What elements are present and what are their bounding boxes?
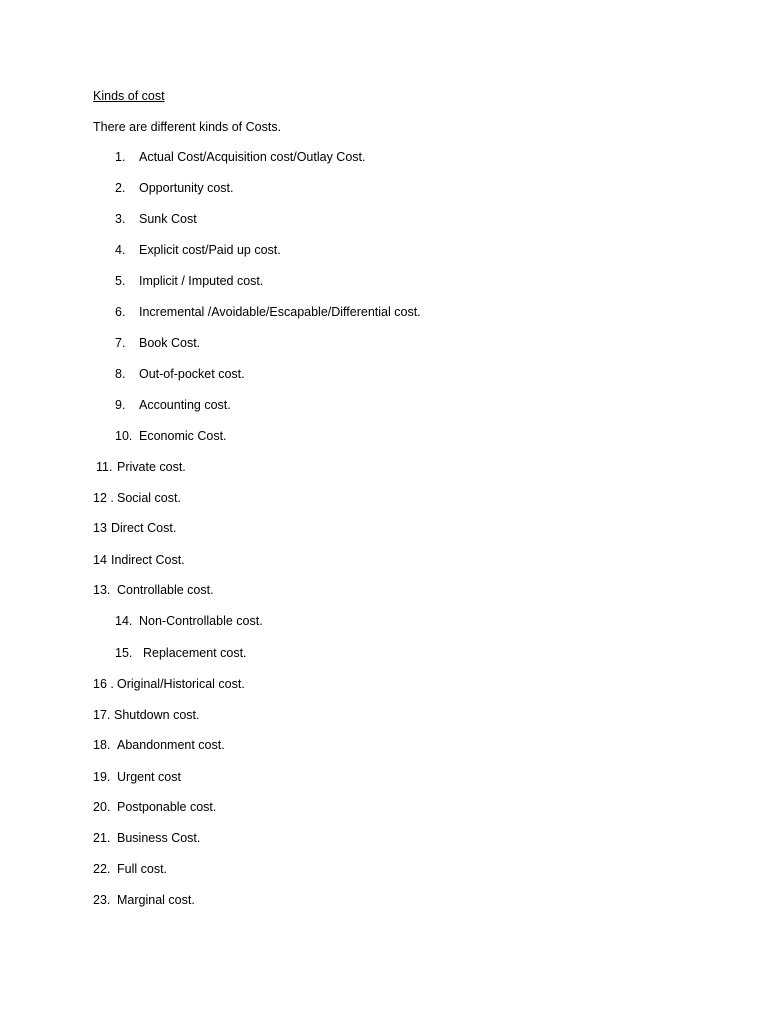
list-item [115,273,263,289]
list-item-number: 13. [93,583,111,597]
list-item-number: 8. [115,367,126,381]
list-item-number: 14. [115,614,133,628]
list-item-label: Shutdown cost. [114,708,200,722]
list-item-number: 14 [93,553,107,567]
list-item-number: 3. [115,212,126,226]
list-item-label: Social cost. [117,491,181,505]
list-item-label: Urgent cost [117,770,181,784]
list-item-label: Explicit cost/Paid up cost. [139,243,281,257]
list-item [115,428,227,444]
list-item-number: 10. [115,429,133,443]
list-item-label: Incremental /Avoidable/Escapable/Differential cost. [139,305,421,319]
list-item [115,242,281,258]
list-item-label: Actual Cost/Acquisition cost/Outlay Cost. [139,150,366,164]
list-item-label: Book Cost. [139,336,201,350]
list-item [93,892,195,908]
list-item-number: 12 . [93,491,114,505]
list-item [96,459,186,475]
list-item-label: Original/Historical cost. [117,677,245,691]
list-item [93,769,181,785]
list-item-number: 22. [93,862,111,876]
list-item-label: Out-of-pocket cost. [139,367,245,381]
list-item-label: Indirect Cost. [111,553,185,567]
list-item-label: Direct Cost. [111,521,177,535]
list-item [115,149,365,165]
list-item [115,180,234,196]
list-item-label: Economic Cost. [139,429,227,443]
list-item-number: 16 . [93,677,114,691]
list-item [115,366,245,382]
list-item-label: Non-Controllable cost. [139,614,263,628]
list-item-number: 19. [93,770,111,784]
list-item [115,397,231,413]
list-item-number: 17. [93,708,111,722]
list-item-label: Accounting cost. [139,398,231,412]
list-item [93,861,167,877]
list-item [93,707,199,723]
list-item-number: 2. [115,181,126,195]
list-item-label: Postponable cost. [117,800,217,814]
list-item-label: Abandonment cost. [117,738,225,752]
list-item-number: 20. [93,800,111,814]
list-item-number: 18. [93,738,111,752]
list-item [115,211,197,227]
list-item-number: 6. [115,305,126,319]
list-item [93,830,200,846]
list-item [115,304,421,320]
list-item-number: 15. [115,646,133,660]
list-item [93,520,176,536]
list-item [93,799,216,815]
list-item-label: Private cost. [117,460,186,474]
list-item-number: 13 [93,521,107,535]
list-item-label: Implicit / Imputed cost. [139,274,264,288]
list-item-label: Business Cost. [117,831,201,845]
list-item-number: 9. [115,398,126,412]
list-item [115,645,247,661]
list-item [93,552,185,568]
list-item-label: Opportunity cost. [139,181,234,195]
list-item-number: 7. [115,336,126,350]
list-item-label: Replacement cost. [143,646,247,660]
list-item-label: Controllable cost. [117,583,214,597]
list-item-number: 1. [115,150,126,164]
list-item [93,676,245,692]
list-item-label: Full cost. [117,862,168,876]
list-item-number: 11. [96,460,113,474]
list-item-label: Marginal cost. [117,893,195,907]
document-heading: Kinds of cost [93,89,165,103]
list-item [93,582,214,598]
list-item-number: 5. [115,274,126,288]
list-item [93,490,181,506]
list-item-label: Sunk Cost [139,212,197,226]
list-item [115,335,200,351]
list-item [115,613,263,629]
list-item-number: 4. [115,243,126,257]
list-item [93,737,225,753]
list-item-number: 23. [93,893,111,907]
list-item-number: 21. [93,831,111,845]
document-intro: There are different kinds of Costs. [93,120,282,134]
